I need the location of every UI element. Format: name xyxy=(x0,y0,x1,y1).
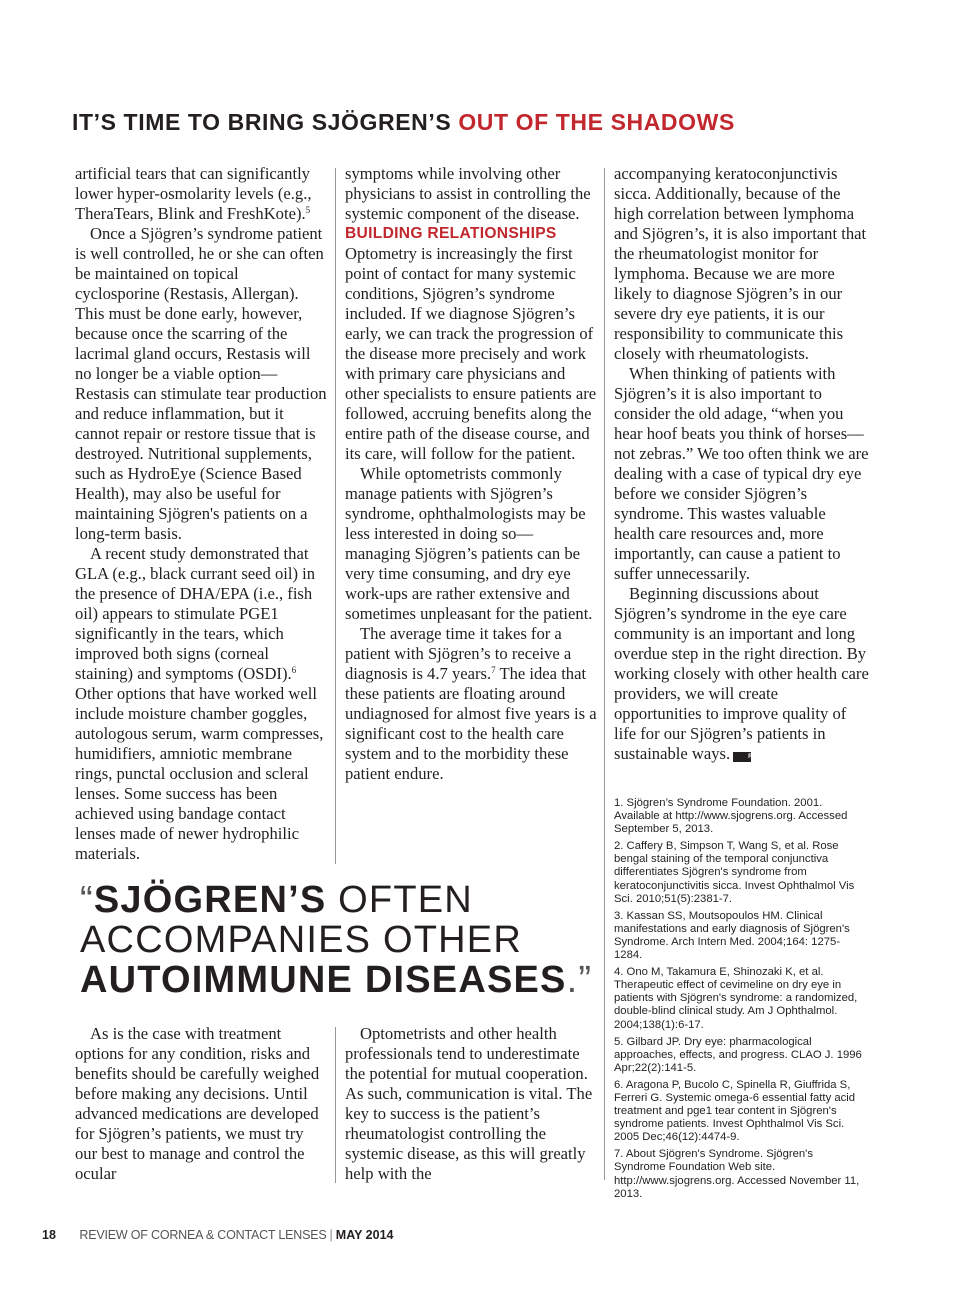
body-column-bottom-1 xyxy=(75,1024,327,1184)
page-number: 18 xyxy=(42,1228,56,1242)
reference-item: 3. Kassan SS, Moutsopoulos HM. Clinical manifestations and early diagnosis of Sjögren's Syndrome. Arch Intern Med. 2004;164: 1275-1284. xyxy=(614,909,850,962)
paragraph: While optometrists commonly manage patients with Sjögren’s syndrome, ophthalmologists may be less interested in doing so—managing Sjögren’s patients can be very time consuming, and dry eye work-ups are rather extensive and sometimes unpleasant for the patient. xyxy=(345,464,593,623)
citation: 6 xyxy=(291,665,297,675)
body-column-bottom-2 xyxy=(345,1024,597,1184)
body-column-1 xyxy=(75,164,327,864)
footer-separator: | xyxy=(329,1228,333,1242)
paragraph: As is the case with treatment options for any condition, risks and benefits should be carefully weighed before making any decisions. Until advanced medications are developed for Sjögren’s patients, we must try our best to manage and control the ocular xyxy=(75,1024,320,1183)
reference-item: 4. Ono M, Takamura E, Shinozaki K, et al. Therapeutic effect of cevimeline on dry eye in patients with Sjögren's syndrome: a randomized, double-blind clinical study. Am J Ophthalmol. 2004;138(1):6-17. xyxy=(614,966,858,1031)
reference-item: 6. Aragona P, Bucolo C, Spinella R, Giuffrida S, Ferreri G. Systemic omega-6 essential fatty acid treatment and pge1 tear content in Sjögren's syndrome patients. Invest Ophthalmol Vis Sci. 2005 Dec;46(12):4474-9. xyxy=(614,1078,856,1144)
reference-item: 5. Gilbard JP. Dry eye: pharmacological approaches, effects, and progress. CLAO J. 1996 Apr;22(2):141-5. xyxy=(614,1035,862,1074)
paragraph: accompanying keratoconjunctivis sicca. Additionally, because of the high correlation between lymphoma and Sjögren’s, it is also important that the rheumatologist monitor for lymphoma. Because we are more likely to diagnose Sjögren’s in our severe dry eye patients, it is our responsibility to communicate this closely with rheumatologists. xyxy=(614,164,867,363)
column-divider xyxy=(604,168,605,1180)
references-list xyxy=(614,797,866,1205)
body-column-2 xyxy=(345,164,597,784)
paragraph: Optometry is increasingly the first point of contact for many systemic conditions, Sjögren’s syndrome included. If we diagnose Sjögren’s early, we can track the progression of the disease more precisely and work with primary care physicians and other specialists to ensure patients are followed, accruing benefits along the entire path of the disease course, and its care, will follow for the patient. xyxy=(345,244,597,463)
paragraph: A recent study demonstrated that GLA (e.g., black currant seed oil) in the presence of DHA/EPA (i.e., fish oil) appears to stimulate PGE1 significantly in the tears, which improved both signs (corneal staining) and symptoms (OSDI).$^6$ Other options that have worked well include moisture chamber goggles, autologous serum, warm compresses, humidifiers, amniotic membrane rings, punctal occlusion and scleral lenses. Some success has been achieved using bandage contact lenses made of newer hydrophilic materials. xyxy=(75,544,324,863)
header-title-highlight: OUT OF THE SHADOWS xyxy=(458,109,735,135)
section-heading: BUILDING RELATIONSHIPS xyxy=(345,225,557,242)
article-header xyxy=(72,109,735,136)
paragraph: Optometrists and other health professionals tend to underestimate the potential for mutual cooperation. As such, communication is vital. The key to success is the patient’s rheumatologist controlling the systemic disease, as this will greatly help with the xyxy=(345,1024,593,1183)
pull-quote: “SJÖGREN’S OFTEN ACCOMPANIES OTHER AUTOIMMUNE DISEASES.” xyxy=(80,879,593,1001)
end-mark-icon: RCCL xyxy=(733,752,751,762)
paragraph: Beginning discussions about Sjögren’s syndrome in the eye care community is an important and long overdue step in the right direction. By working closely with other health care providers, we will create opportunities to improve quality of life for our Sjögren’s patients in sustainable ways. RCCL xyxy=(614,584,869,763)
header-title: IT’S TIME TO BRING SJÖGREN’S xyxy=(72,109,452,135)
reference-item: 2. Caffery B, Simpson T, Wang S, et al. Rose bengal staining of the temporal conjunctiva differentiates Sjögren's syndrome from keratoconjunctivitis sicca. Invest Ophthalmol Vis Sci. 2010;51(5):2381-7. xyxy=(614,840,855,905)
body-column-3 xyxy=(614,164,869,764)
issue-date: MAY 2014 xyxy=(335,1228,394,1242)
reference-item: 7. About Sjögren's Syndrome. Sjögren's Syndrome Foundation Web site. http://www.sjogrens.org. Accessed November 11, 2013. xyxy=(614,1148,860,1200)
paragraph: artificial tears that can significantly lower hyper-osmolarity levels (e.g., TheraTears, Blink and FreshKote).$^5$ xyxy=(75,164,312,223)
page-footer xyxy=(42,1228,393,1242)
column-divider xyxy=(335,1027,336,1183)
paragraph: Once a Sjögren’s syndrome patient is well controlled, he or she can often be maintained on topical cyclosporine (Restasis, Allergan). This must be done early, however, because once the scarring of the lacrimal gland occurs, Restasis will no longer be a viable option—Restasis can stimulate tear production and reduce inflammation, but it cannot repair or restore tissue that is destroyed. Nutritional supplements, such as HydroEye (Science Based Health), may also be useful for maintaining Sjögren's patients on a long-term basis. xyxy=(75,224,327,543)
reference-item: 1. Sjögren’s Syndrome Foundation. 2001. Available at http://www.sjogrens.org. Accessed September 5, 2013. xyxy=(614,797,848,836)
paragraph: symptoms while involving other physicians to assist in controlling the systemic component of the disease. xyxy=(345,164,591,223)
publication-name: REVIEW OF CORNEA & CONTACT LENSES xyxy=(79,1228,327,1242)
citation: 5 xyxy=(305,205,311,215)
citation: 7 xyxy=(491,665,496,675)
column-divider xyxy=(335,168,336,864)
paragraph: When thinking of patients with Sjögren’s it is also important to consider the old adage, “when you hear hoof beats you think of horses—not zebras.” We too often think we are dealing with a case of typical dry eye before we consider Sjögren’s syndrome. This wastes valuable health care resources and, more importantly, can cause a patient to suffer unnecessarily. xyxy=(614,364,869,583)
paragraph: The average time it takes for a patient with Sjögren’s to receive a diagnosis is 4.7 years.$^7$ The idea that these patients are floating around undiagnosed for almost five years is a significant cost to the health care system and to the morbidity these patient endure. xyxy=(345,624,597,783)
